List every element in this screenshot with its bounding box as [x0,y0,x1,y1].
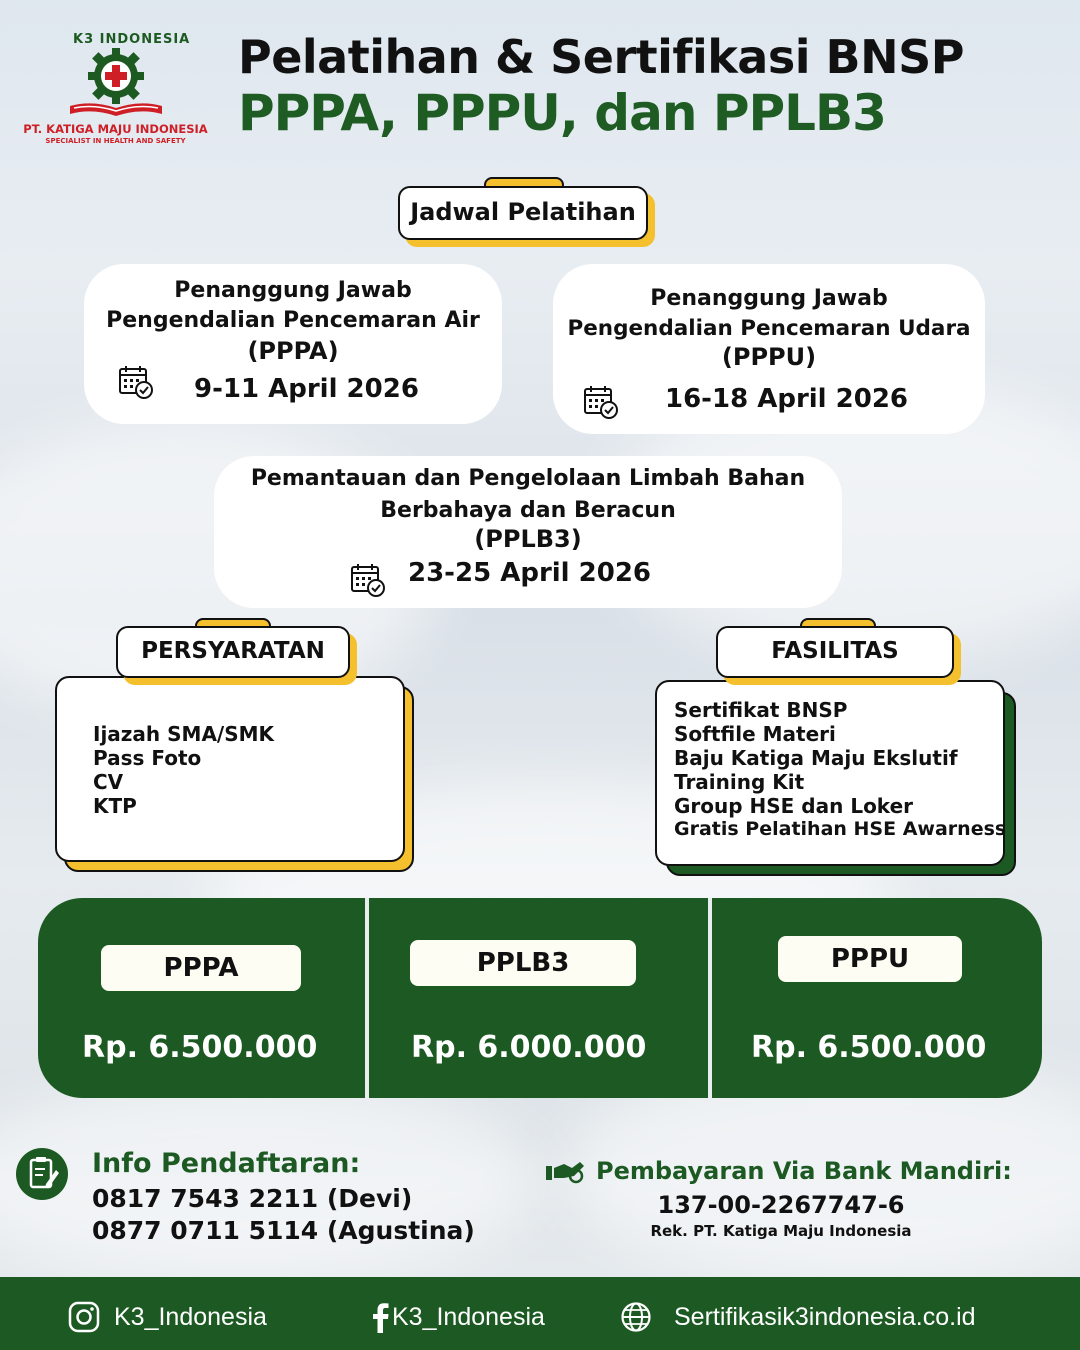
divider [708,898,712,1098]
requirement-item: CV [93,770,124,794]
payment-hand-icon [546,1156,586,1188]
facilities-box [655,680,1005,866]
card-line-2: Pengendalian Pencemaran Udara [567,316,971,341]
card-line-3: (PPPA) [247,337,339,365]
requirement-item: KTP [93,794,137,818]
calendar-icon [350,562,386,598]
phone-number[interactable]: 0817 7543 2211 (Devi) [92,1184,413,1213]
schedule-label: Jadwal Pelatihan [398,186,648,240]
price-name: PPPA [101,945,301,991]
calendar-icon [118,364,154,400]
facility-item: Softfile Materi [674,722,836,746]
facility-item: Baju Katiga Maju Ekslutif [674,746,958,770]
book-icon [68,102,164,118]
card-line-1: Penanggung Jawab [650,286,888,311]
card-line-2: Pengendalian Pencemaran Air [106,308,480,333]
price-amount: Rp. 6.500.000 [751,1030,987,1065]
facility-item: Sertifikat BNSP [674,698,848,722]
website-link[interactable]: Sertifikasik3indonesia.co.id [674,1303,976,1331]
price-amount: Rp. 6.500.000 [82,1030,318,1065]
schedule-date: 9-11 April 2026 [194,374,419,404]
logo-arc-text: K3 INDONESIA [73,32,191,47]
requirement-item: Pass Foto [93,746,202,770]
bank-account-number: 137-00-2267747-6 [657,1191,905,1219]
phone-number[interactable]: 0877 0711 5114 (Agustina) [92,1216,475,1245]
facility-item: Training Kit [674,770,805,794]
calendar-icon [583,384,619,420]
schedule-card-pppu [553,264,985,434]
schedule-card-pppa [84,264,502,424]
price-amount: Rp. 6.000.000 [411,1030,647,1065]
card-line-1: Pemantauan dan Pengelolaan Limbah Bahan [250,466,806,491]
price-name: PPPU [778,936,962,982]
gear-cross-icon [86,46,146,106]
instagram-icon[interactable] [68,1301,100,1333]
company-logo [18,32,213,152]
instagram-handle[interactable]: K3_Indonesia [114,1303,267,1331]
requirement-item: Ijazah SMA/SMK [93,722,275,746]
logo-company-name: PT. KATIGA MAJU INDONESIA [23,122,208,136]
registration-title: Info Pendaftaran: [92,1148,361,1179]
bank-account-name: Rek. PT. Katiga Maju Indonesia [650,1222,912,1240]
card-line-3: (PPPU) [721,343,817,371]
card-line-3: (PPLB3) [474,525,582,553]
card-line-1: Penanggung Jawab [174,278,412,303]
facilities-label: FASILITAS [716,626,954,678]
facebook-handle[interactable]: K3_Indonesia [392,1303,545,1331]
payment-title: Pembayaran Via Bank Mandiri: [596,1157,1012,1185]
facebook-icon[interactable] [370,1301,390,1333]
page-title: Pelatihan & Sertifikasi BNSP [238,30,964,84]
divider [365,898,369,1098]
price-name: PPLB3 [410,940,636,986]
schedule-card-pplb3 [214,456,842,608]
globe-icon[interactable] [620,1301,652,1333]
logo-tagline: SPECIALIST IN HEALTH AND SAFETY [45,137,186,145]
clipboard-icon [16,1148,68,1200]
facility-item: Group HSE dan Loker [674,794,913,818]
schedule-date: 16-18 April 2026 [665,384,909,414]
schedule-date: 23-25 April 2026 [408,558,652,588]
card-line-2: Berbahaya dan Beracun [380,498,676,523]
footer [0,1277,1080,1350]
facility-item: Gratis Pelatihan HSE Awarness [674,818,1007,840]
price-panel [38,898,1042,1098]
requirements-label: PERSYARATAN [116,626,350,678]
requirements-box [55,676,405,862]
page-subtitle: PPPA, PPPU, dan PPLB3 [238,84,886,142]
